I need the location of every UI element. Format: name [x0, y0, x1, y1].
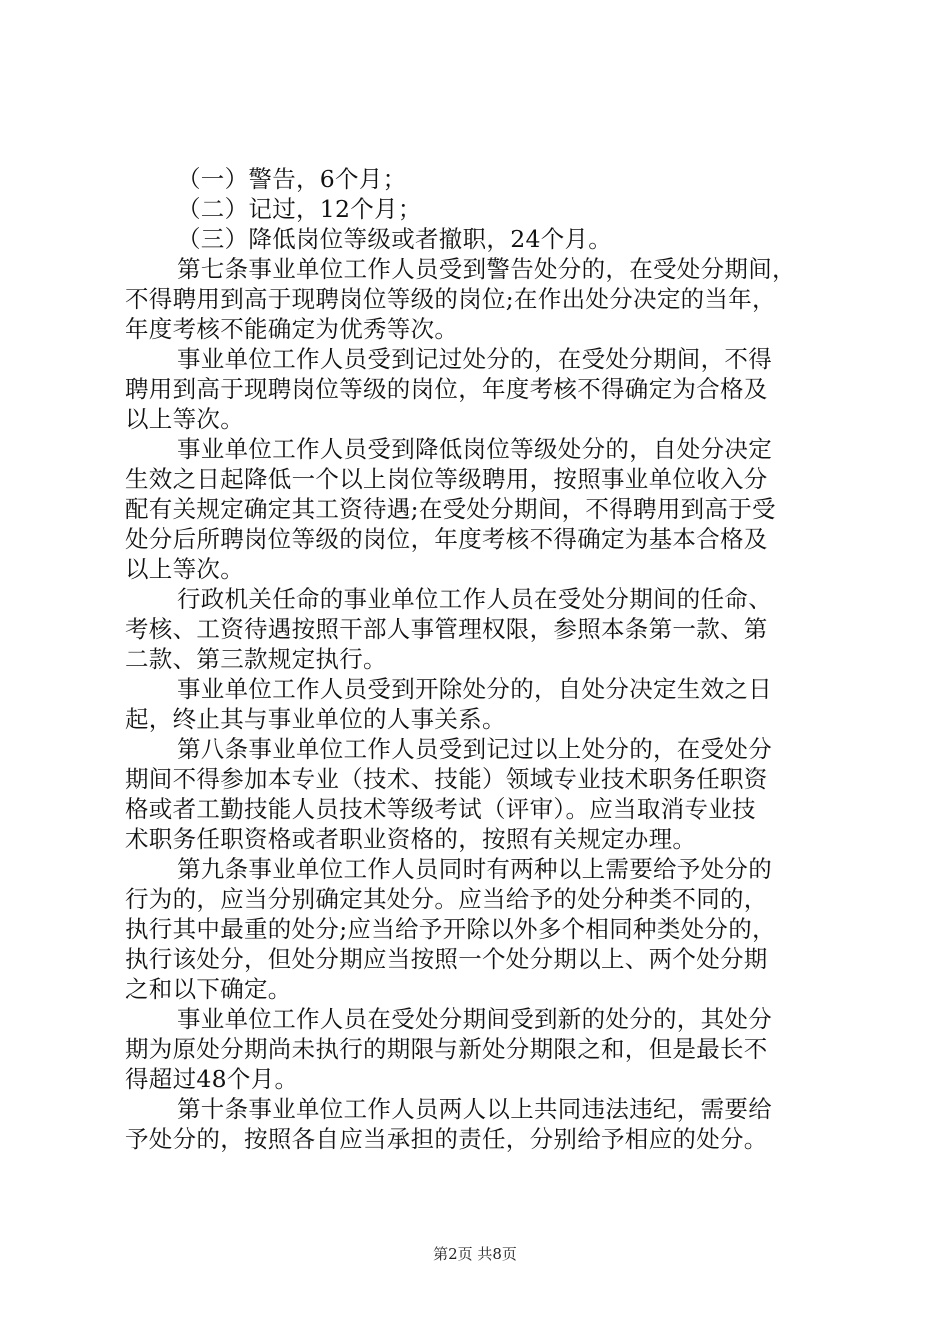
text-line: 期为原处分期尚未执行的期限与新处分期限之和，但是最长不 [125, 1035, 768, 1063]
text-line: 期间不得参加本专业（技术、技能）领域专业技术职务任职资 [125, 765, 768, 793]
text-line: 以上等次。 [125, 555, 244, 583]
text-line: 处分后所聘岗位等级的岗位，年度考核不得确定为基本合格及 [125, 525, 768, 553]
text-line: 年度考核不能确定为优秀等次。 [125, 315, 459, 343]
text-line: 行为的，应当分别确定其处分。应当给予的处分种类不同的， [125, 885, 768, 913]
text-line: 第九条事业单位工作人员同时有两种以上需要给予处分的 [177, 855, 772, 883]
text-line: 以上等次。 [125, 405, 244, 433]
document-body [125, 164, 840, 1154]
text-line: 事业单位工作人员在受处分期间受到新的处分的，其处分 [177, 1005, 772, 1033]
text-line: 之和以下确定。 [125, 975, 292, 1003]
text-line: 聘用到高于现聘岗位等级的岗位，年度考核不得确定为合格及 [125, 375, 768, 403]
page-footer: 第2页 共8页 [433, 1245, 517, 1263]
text-line: （一）警告，6个月； [177, 165, 407, 193]
text-line: 予处分的，按照各自应当承担的责任，分别给予相应的处分。 [125, 1125, 768, 1153]
text-line: 格或者工勤技能人员技术等级考试（评审）。应当取消专业技 [125, 795, 756, 823]
text-line: 第七条事业单位工作人员受到警告处分的，在受处分期间， [177, 255, 796, 283]
text-line: 执行该处分，但处分期应当按照一个处分期以上、两个处分期 [125, 945, 768, 973]
text-line: 事业单位工作人员受到记过处分的，在受处分期间，不得 [177, 345, 772, 373]
text-line: 行政机关任命的事业单位工作人员在受处分期间的任命、 [177, 585, 772, 613]
text-line: 考核、工资待遇按照干部人事管理权限，参照本条第一款、第 [125, 615, 768, 643]
text-line: 第十条事业单位工作人员两人以上共同违法违纪，需要给 [177, 1095, 772, 1123]
text-line: 事业单位工作人员受到降低岗位等级处分的，自处分决定 [177, 435, 772, 463]
text-line: 术职务任职资格或者职业资格的，按照有关规定办理。 [125, 825, 697, 853]
text-line: 二款、第三款规定执行。 [125, 645, 387, 673]
text-line: 生效之日起降低一个以上岗位等级聘用，按照事业单位收入分 [125, 465, 768, 493]
text-line: 起，终止其与事业单位的人事关系。 [125, 705, 506, 733]
text-line: 得超过48个月。 [125, 1065, 299, 1093]
text-line: 执行其中最重的处分;应当给予开除以外多个相同种类处分的， [125, 915, 776, 943]
text-line: （三）降低岗位等级或者撤职，24个月。 [177, 225, 613, 253]
text-line: 配有关规定确定其工资待遇;在受处分期间，不得聘用到高于受 [125, 495, 776, 523]
text-line: 事业单位工作人员受到开除处分的，自处分决定生效之日 [177, 675, 772, 703]
text-line: （二）记过，12个月； [177, 195, 422, 223]
text-line: 不得聘用到高于现聘岗位等级的岗位;在作出处分决定的当年， [125, 285, 776, 313]
text-line: 第八条事业单位工作人员受到记过以上处分的，在受处分 [177, 735, 772, 763]
